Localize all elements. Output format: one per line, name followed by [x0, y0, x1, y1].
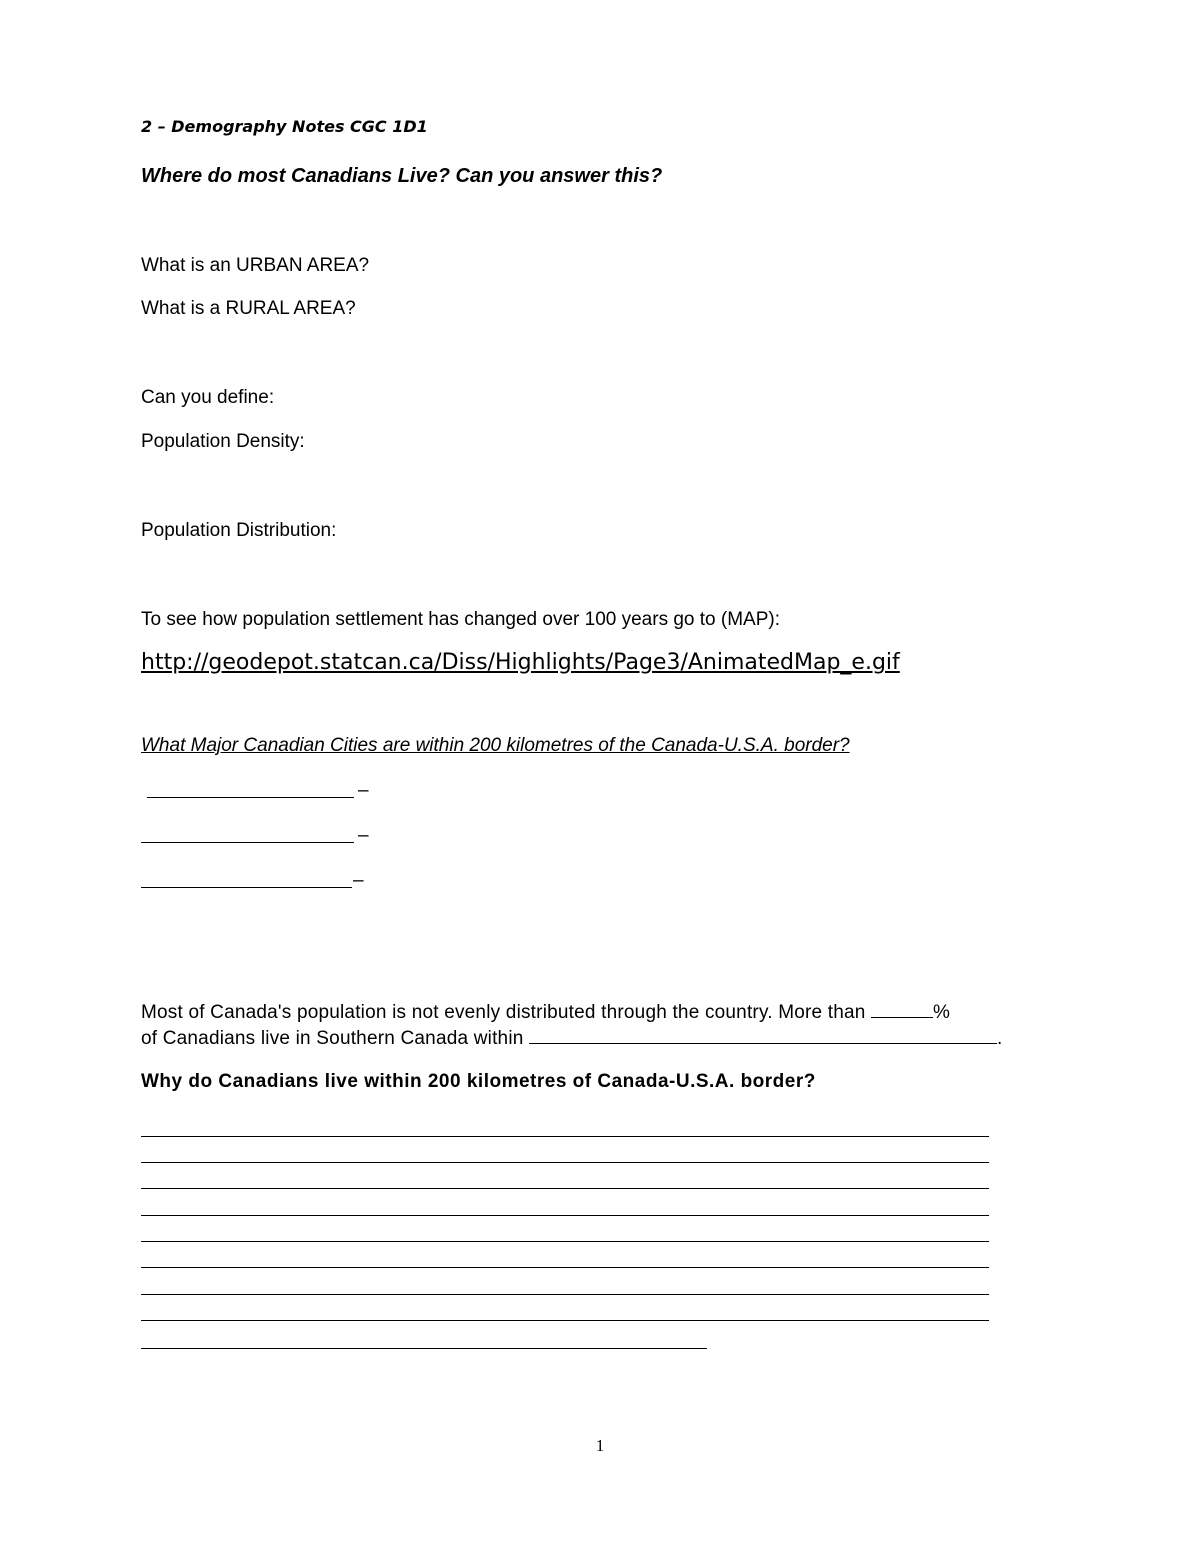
page-number: 1	[595, 1436, 605, 1455]
distribution-line-2-text: of Canadians live in Southern Canada within	[141, 1028, 529, 1049]
city-dash-3: –	[353, 870, 364, 891]
urban-area-question: What is an URBAN AREA?	[141, 255, 370, 276]
writing-line-6[interactable]	[141, 1267, 989, 1268]
distance-blank[interactable]	[529, 1027, 997, 1044]
writing-line-4[interactable]	[141, 1215, 989, 1216]
writing-line-8[interactable]	[141, 1320, 989, 1321]
rural-area-question: What is a RURAL AREA?	[141, 298, 356, 319]
city-dash-1: –	[358, 780, 369, 801]
writing-line-1[interactable]	[141, 1136, 989, 1137]
map-link[interactable]: http://geodepot.statcan.ca/Diss/Highlights/Page3/AnimatedMap_e.gif	[141, 650, 900, 675]
writing-line-3[interactable]	[141, 1188, 989, 1189]
define-prompt: Can you define:	[141, 387, 275, 408]
city-answer-line-3[interactable]	[141, 887, 352, 888]
distribution-line-2	[141, 1027, 1002, 1050]
writing-line-9[interactable]	[141, 1348, 707, 1349]
page-title: 2 – Demography Notes CGC 1D1	[141, 117, 428, 136]
city-answer-line-2[interactable]	[141, 842, 354, 843]
map-instruction: To see how population settlement has changed over 100 years go to (MAP):	[141, 609, 780, 630]
percent-blank[interactable]	[871, 1001, 933, 1018]
distribution-line-1	[141, 1001, 950, 1024]
intro-question: Where do most Canadians Live? Can you answer this?	[141, 165, 663, 187]
writing-line-2[interactable]	[141, 1162, 989, 1163]
distribution-period: .	[996, 1028, 1003, 1049]
why-question: Why do Canadians live within 200 kilometres of Canada-U.S.A. border?	[141, 1071, 816, 1092]
city-answer-line-1[interactable]	[147, 797, 354, 798]
population-density-label: Population Density:	[141, 431, 305, 452]
writing-line-7[interactable]	[141, 1294, 989, 1295]
distribution-line-1-text: Most of Canada's population is not evenly distributed through the country. More than	[141, 1002, 872, 1023]
city-dash-2: –	[358, 825, 369, 846]
cities-question: What Major Canadian Cities are within 200 kilometres of the Canada-U.S.A. border?	[141, 735, 850, 756]
writing-line-5[interactable]	[141, 1241, 989, 1242]
population-distribution-label: Population Distribution:	[141, 520, 337, 541]
percent-sign: %	[933, 1002, 951, 1023]
